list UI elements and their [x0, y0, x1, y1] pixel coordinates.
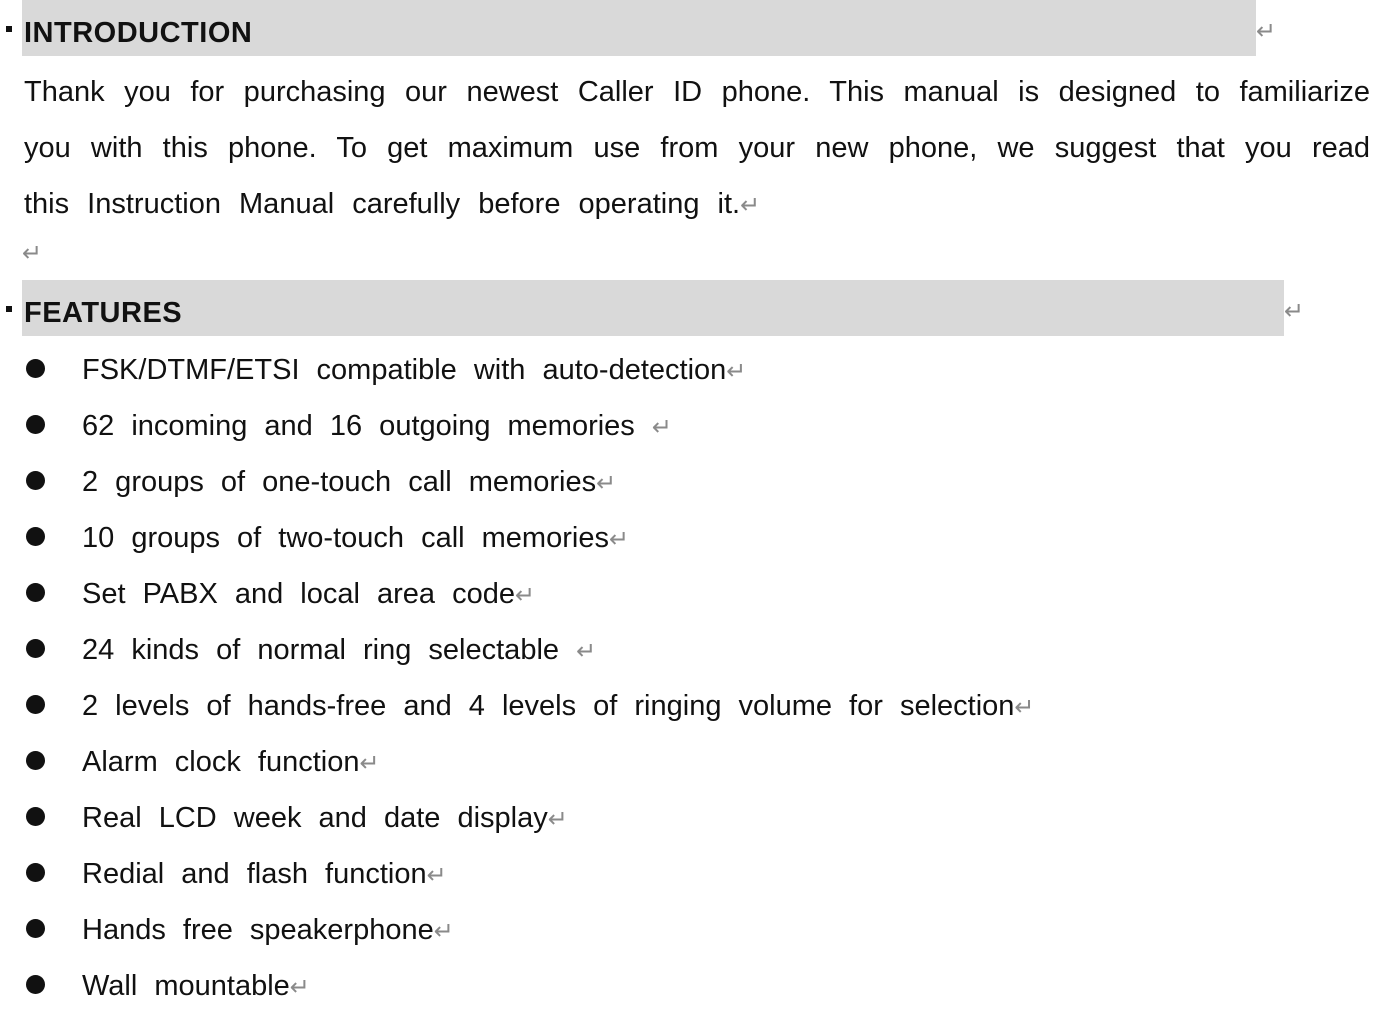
paragraph-mark-icon: ↵: [289, 974, 310, 1001]
bullet-icon: [26, 751, 45, 770]
bullet-icon: [26, 583, 45, 602]
features-heading: FEATURES: [24, 297, 183, 329]
bullet-icon: [26, 695, 45, 714]
introduction-line-1: Thank you for purchasing our newest Caller ID phone. This manual is designed to familiarize: [24, 76, 1370, 108]
paragraph-mark-icon: ↵: [515, 582, 536, 609]
features-heading-row: [0, 280, 1320, 336]
feature-text: Hands free speakerphone: [82, 914, 434, 946]
introduction-line-3-text: this Instruction Manual carefully before operating it.: [24, 188, 741, 220]
introduction-line-2: you with this phone. To get maximum use from your new phone, we suggest that you read: [24, 132, 1370, 164]
heading-list-marker: [6, 26, 12, 32]
bullet-icon: [26, 415, 45, 434]
bullet-icon: [26, 359, 45, 378]
introduction-heading: INTRODUCTION: [24, 17, 253, 49]
bullet-icon: [26, 527, 45, 546]
empty-paragraph-mark-icon: ↵: [22, 240, 43, 267]
paragraph-mark-icon: ↵: [426, 862, 447, 889]
paragraph-mark-icon: ↵: [608, 526, 630, 553]
bullet-icon: [26, 471, 45, 490]
introduction-heading-row: [0, 0, 1290, 56]
feature-text: 10 groups of two-touch call memories: [82, 522, 609, 554]
feature-text: Redial and flash function: [82, 858, 427, 890]
introduction-line-3: [24, 184, 760, 224]
feature-text: Alarm clock function: [82, 746, 360, 778]
heading-list-marker: [6, 306, 12, 312]
paragraph-mark-icon: ↵: [726, 358, 747, 385]
paragraph-mark-icon: ↵: [1284, 298, 1305, 325]
feature-text: 2 groups of one-touch call memories: [82, 466, 597, 498]
bullet-icon: [26, 639, 45, 658]
bullet-icon: [26, 919, 45, 938]
bullet-icon: [26, 975, 45, 994]
heading-shading-band: [22, 280, 1284, 336]
paragraph-mark-icon: ↵: [651, 414, 672, 441]
feature-text: Real LCD week and date display: [82, 802, 548, 834]
paragraph-mark-icon: ↵: [740, 192, 761, 219]
paragraph-mark-icon: ↵: [433, 918, 454, 945]
paragraph-mark-icon: ↵: [547, 806, 568, 833]
feature-text: 62 incoming and 16 outgoing memories: [82, 410, 635, 442]
paragraph-mark-icon: ↵: [596, 470, 617, 497]
bullet-icon: [26, 807, 45, 826]
paragraph-mark-icon: ↵: [1256, 18, 1277, 45]
feature-text: Set PABX and local area code: [82, 578, 515, 610]
feature-text: 2 levels of hands-free and 4 levels of ringing volume for selection: [82, 690, 1015, 722]
feature-text: FSK/DTMF/ETSI compatible with auto-detection: [82, 354, 727, 386]
paragraph-mark-icon: ↵: [576, 638, 597, 665]
bullet-icon: [26, 863, 45, 882]
feature-text: Wall mountable: [82, 970, 290, 1002]
paragraph-mark-icon: ↵: [1014, 694, 1035, 721]
feature-text: 24 kinds of normal ring selectable: [82, 634, 560, 666]
paragraph-mark-icon: ↵: [359, 750, 380, 777]
